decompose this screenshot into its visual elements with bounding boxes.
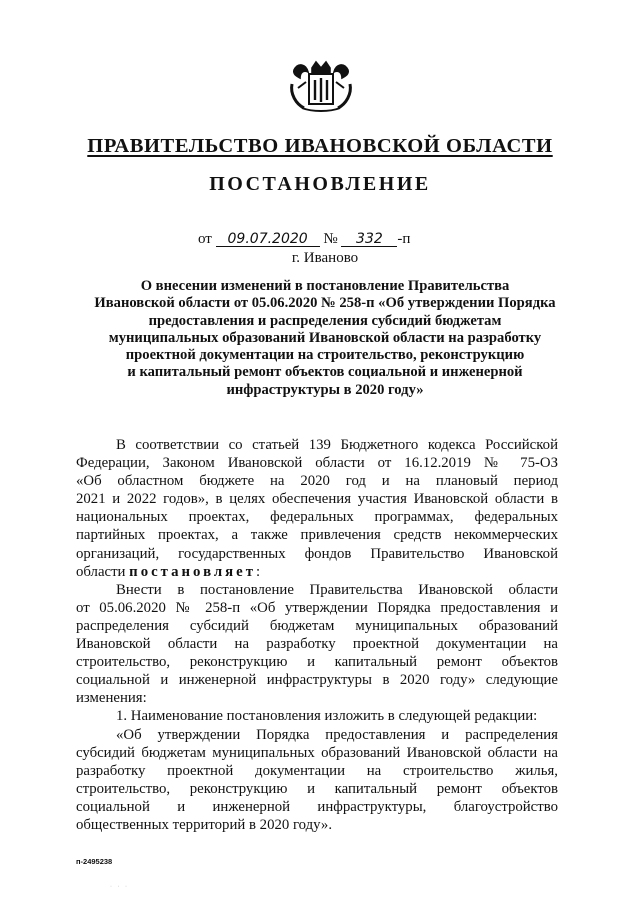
body-line: социальной и инженерной инфраструктуры, благоустройство xyxy=(76,798,558,815)
document-heading xyxy=(70,278,580,399)
heading-line: проектной документации на строительство, реконструкцию xyxy=(125,347,525,364)
body-line: строительство, реконструкцию и капитальный ремонт объектов xyxy=(76,780,558,797)
body-line: от 05.06.2020 № 258-п «Об утверждении Порядка предоставления и xyxy=(76,599,558,616)
body-line: общественных территорий в 2020 году». xyxy=(76,816,333,833)
body-line: субсидий бюджетам муниципальных образований Ивановской области на xyxy=(76,744,558,761)
heading-line: предоставления и распределения субсидий бюджетам xyxy=(148,312,502,329)
heading-line: О внесении изменений в постановление Правительства xyxy=(140,278,510,294)
document-code: п-2495238 xyxy=(76,857,113,866)
body-line: Федерации, Законом Ивановской области от 16.12.2019 № 75-ОЗ xyxy=(76,455,558,472)
body-line: изменения: xyxy=(76,690,147,707)
scan-artifact: · · · xyxy=(110,884,129,890)
body-line: строительство, реконструкцию и капитальный ремонт объектов xyxy=(76,654,558,671)
body-line: организаций, государственных фондов Правительство Ивановской xyxy=(76,545,558,562)
body-line: «Об утверждении Порядка предоставления и распределения xyxy=(116,726,558,743)
resolution-colon: : xyxy=(256,563,261,580)
resolution-word: постановляет xyxy=(129,563,257,580)
body-line: 2021 и 2022 годов», в целях обеспечения участия Ивановской области в xyxy=(76,491,558,508)
body-line: Ивановской области на разработку проектной документации на xyxy=(76,636,558,653)
body-line: социальной и инженерной инфраструктуры в 2020 году» следующие xyxy=(76,672,558,689)
body-line: В соответствии со статьей 139 Бюджетного кодекса Российской xyxy=(116,437,558,453)
city: г. Иваново xyxy=(291,250,359,266)
number-sign: № xyxy=(323,231,338,247)
heading-line: инфраструктуры в 2020 году» xyxy=(226,381,424,398)
heading-line: Ивановской области от 05.06.2020 № 258-п «Об утверждении Порядка xyxy=(94,295,556,312)
body-line: «Об областном бюджете на 2020 год и на плановый период xyxy=(76,473,558,490)
coat-of-arms-emblem xyxy=(288,58,354,114)
document-type-title: ПОСТАНОВЛЕНИЕ xyxy=(209,173,431,195)
document-body xyxy=(76,436,558,834)
heading-line: и капитальный ремонт объектов социальной и инженерной xyxy=(127,364,523,381)
body-line: национальных проектах, федеральных программах, федеральных xyxy=(76,509,558,526)
handwritten-date: 09.07.2020 xyxy=(216,232,320,247)
body-line: партийных проектах, а также привлечения средств некоммерческих xyxy=(76,527,558,544)
heading-line: муниципальных образований Ивановской области на разработку xyxy=(108,329,542,346)
body-line: Внести в постановление Правительства Ивановской области xyxy=(116,581,558,598)
date-prefix: от xyxy=(198,231,212,247)
number-suffix: -п xyxy=(397,231,411,247)
resolution-line xyxy=(76,563,558,581)
body-line: распределения субсидий бюджетам муниципальных образований xyxy=(76,617,558,634)
body-line: разработку проектной документации на строительство жилья, xyxy=(76,762,558,779)
handwritten-number: 332 xyxy=(341,232,397,247)
organization-title: ПРАВИТЕЛЬСТВО ИВАНОВСКОЙ ОБЛАСТИ xyxy=(87,135,553,157)
date-number-line xyxy=(198,231,410,248)
resolution-prefix: области xyxy=(76,563,126,580)
body-line: 1. Наименование постановления изложить в следующей редакции: xyxy=(116,708,538,725)
